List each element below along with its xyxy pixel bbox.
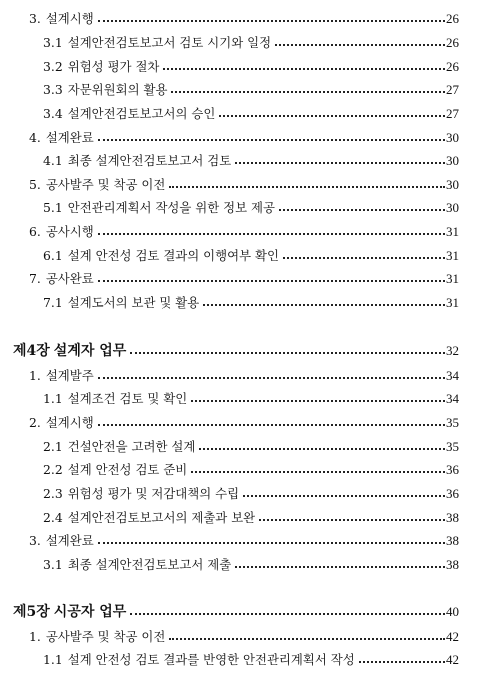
dot-leader [169,637,445,640]
toc-page-number: 26 [446,35,459,50]
toc-entry[interactable] [0,177,459,193]
toc-title: 설계시행 [45,415,94,430]
toc-number: 3.4 [43,106,63,121]
toc-entry[interactable] [0,557,459,573]
toc-number: 2.3 [43,486,63,501]
toc-number: 6.1 [43,248,63,263]
toc-number: 3.2 [43,59,63,74]
toc-title: 설계안전검토보고서의 승인 [67,106,216,121]
dot-leader [171,90,445,93]
toc-page-number: 26 [446,11,459,26]
dot-leader [163,67,445,70]
toc-page-number: 38 [446,510,459,525]
toc-number: 3. [29,11,41,26]
toc-page-number: 35 [446,415,459,430]
dot-leader [98,423,445,426]
toc-title: 설계완료 [45,533,94,548]
toc-number: 2.1 [43,439,63,454]
toc-page-number: 42 [446,652,459,667]
toc-entry[interactable] [0,295,459,311]
dot-leader [98,232,445,235]
dot-leader [219,114,445,117]
toc-number: 7. [29,271,41,286]
dot-leader [283,256,445,259]
toc-page-number: 31 [446,248,459,263]
toc-title: 공사시행 [45,224,94,239]
toc-entry[interactable] [0,106,459,122]
toc-title: 설계조건 검토 및 확인 [67,391,188,406]
toc-entry[interactable] [0,11,459,27]
dot-leader [359,660,445,663]
toc-entry[interactable] [0,368,459,384]
dot-leader [98,138,445,141]
toc-chapter-title: 시공자 업무 [53,604,127,620]
toc-entry[interactable] [0,248,459,264]
toc-title: 최종 설계안전검토보고서 제출 [67,557,232,572]
toc-number: 1.1 [43,391,63,406]
toc-page-number: 40 [446,604,459,619]
toc-entry[interactable] [0,629,459,645]
toc-page-number: 30 [446,177,459,192]
toc-page-number: 30 [446,200,459,215]
toc-entry[interactable] [0,35,459,51]
toc-page-number: 32 [446,343,459,358]
toc-page-number: 31 [446,224,459,239]
toc-entry[interactable] [0,486,459,502]
toc-title: 설계도서의 보관 및 활용 [67,295,200,310]
dot-leader [259,518,445,521]
toc-title: 위험성 평가 절차 [67,59,160,74]
toc-page-number: 38 [446,557,459,572]
toc-title: 설계시행 [45,11,94,26]
toc-page-number: 36 [446,486,459,501]
toc-chapter-heading[interactable] [0,343,459,359]
toc-page-number: 38 [446,533,459,548]
toc-number: 2. [29,415,41,430]
toc-number: 1. [29,629,41,644]
dot-leader [203,303,445,306]
toc-number: 7.1 [43,295,63,310]
toc-entry[interactable] [0,533,459,549]
dot-leader [279,208,445,211]
toc-chapter-number: 제4장 [13,343,50,359]
toc-page-number: 36 [446,462,459,477]
toc-title: 설계안전검토보고서의 제출과 보완 [67,510,256,525]
toc-page-number: 34 [446,391,459,406]
toc-entry[interactable] [0,130,459,146]
toc-title: 위험성 평가 및 저감대책의 수립 [67,486,240,501]
toc-number: 3. [29,533,41,548]
toc-entry[interactable] [0,271,459,287]
toc-number: 1. [29,368,41,383]
toc-number: 3.1 [43,35,63,50]
dot-leader [130,612,445,615]
toc-title: 설계안전검토보고서 검토 시기와 일정 [67,35,272,50]
toc-entry[interactable] [0,510,459,526]
toc-page-number: 30 [446,130,459,145]
dot-leader [191,470,445,473]
toc-page-number: 34 [446,368,459,383]
dot-leader [199,447,445,450]
toc-chapter-heading[interactable] [0,604,459,620]
toc-entry[interactable] [0,462,459,478]
toc-title: 설계 안전성 검토 결과를 반영한 안전관리계획서 작성 [67,652,355,667]
toc-title: 공사발주 및 착공 이전 [45,629,166,644]
dot-leader [191,399,445,402]
toc-entry[interactable] [0,439,459,455]
toc-title: 설계발주 [45,368,94,383]
dot-leader [98,279,445,282]
toc-number: 5. [29,177,41,192]
dot-leader [130,351,445,354]
toc-number: 1.1 [43,652,63,667]
toc-number: 2.4 [43,510,63,525]
dot-leader [98,541,445,544]
toc-entry[interactable] [0,224,459,240]
toc-entry[interactable] [0,415,459,431]
toc-chapter-number: 제5장 [13,604,50,620]
toc-chapter-title: 설계자 업무 [53,343,127,359]
dot-leader [235,161,445,164]
toc-number: 2.2 [43,462,63,477]
toc-entry[interactable] [0,200,459,216]
toc-page-number: 26 [446,59,459,74]
toc-title: 최종 설계안전검토보고서 검토 [67,153,232,168]
toc-title: 설계완료 [45,130,94,145]
toc-page-number: 42 [446,629,459,644]
toc-number: 6. [29,224,41,239]
toc-number: 4.1 [43,153,63,168]
toc-title: 안전관리계획서 작성을 위한 정보 제공 [67,200,275,215]
toc-title: 건설안전을 고려한 설계 [67,439,196,454]
toc-entry[interactable] [0,153,459,169]
toc-title: 설계 안전성 검토 준비 [67,462,188,477]
toc-title: 공사발주 및 착공 이전 [45,177,166,192]
toc-number: 5.1 [43,200,63,215]
toc-entry[interactable] [0,59,459,75]
toc-page-number: 27 [446,82,459,97]
toc-number: 3.3 [43,82,63,97]
toc-title: 설계 안전성 검토 결과의 이행여부 확인 [67,248,279,263]
dot-leader [275,43,445,46]
dot-leader [243,494,445,497]
dot-leader [169,185,445,188]
toc-page-number: 31 [446,295,459,310]
dot-leader [98,19,445,22]
toc-number: 3.1 [43,557,63,572]
toc-page-number: 27 [446,106,459,121]
toc-entry[interactable] [0,652,459,668]
toc-entry[interactable] [0,391,459,407]
toc-title: 자문위원회의 활용 [67,82,168,97]
toc-entry[interactable] [0,82,459,98]
toc-title: 공사완료 [45,271,94,286]
toc-number: 4. [29,130,41,145]
toc-page-number: 31 [446,271,459,286]
toc-page-number: 30 [446,153,459,168]
dot-leader [235,565,445,568]
dot-leader [98,376,445,379]
toc-page-number: 35 [446,439,459,454]
